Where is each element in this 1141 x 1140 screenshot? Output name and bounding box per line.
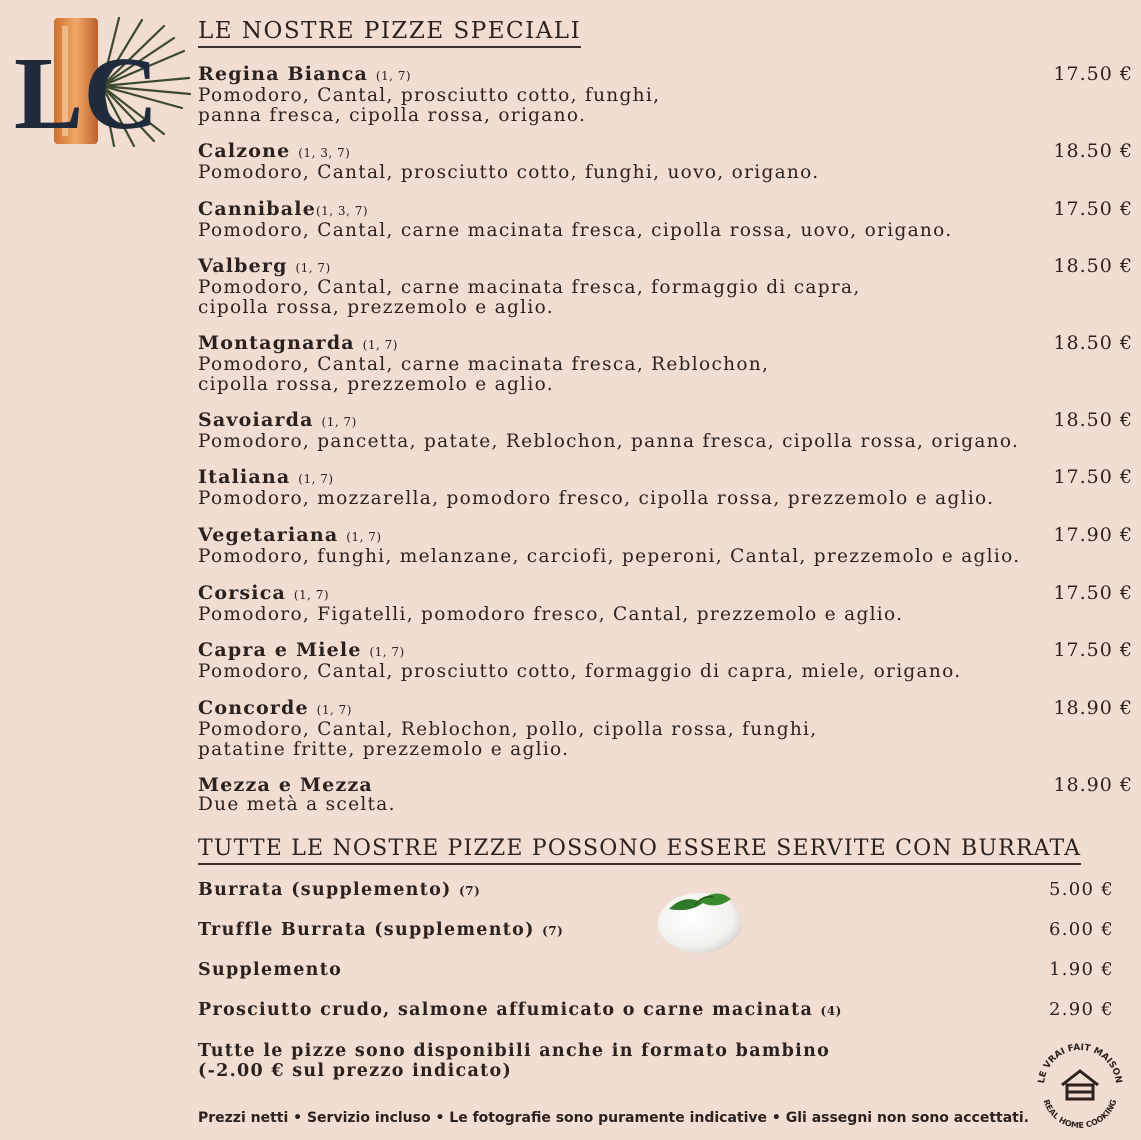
pizza-price: 18.50 € bbox=[1053, 140, 1133, 162]
pizza-allergens: (1, 7) bbox=[298, 472, 334, 486]
pizza-description: Due metà a scelta. bbox=[198, 794, 396, 815]
pizza-item bbox=[198, 525, 1133, 567]
pizza-description: Pomodoro, Cantal, Reblochon, pollo, cipolla rossa, funghi, patatine fritte, prezzemolo e aglio. bbox=[198, 719, 818, 760]
pizza-item bbox=[198, 410, 1133, 452]
extra-price: 5.00 € bbox=[1048, 879, 1114, 900]
stamp-bottom-text: REAL HOME COOKING bbox=[1041, 1098, 1119, 1130]
pizza-name: Montagnarda bbox=[198, 332, 355, 354]
extra-label: Truffle Burrata (supplemento) bbox=[198, 920, 535, 940]
fait-maison-stamp bbox=[1030, 1038, 1130, 1130]
pizza-price: 17.50 € bbox=[1053, 63, 1133, 85]
extra-item bbox=[198, 1000, 1114, 1021]
pizza-allergens: (1, 7) bbox=[375, 69, 412, 83]
pizza-name: Corsica bbox=[198, 582, 286, 604]
pizza-name: Italiana bbox=[198, 466, 291, 488]
extra-price: 2.90 € bbox=[1048, 999, 1114, 1020]
pizza-description: Pomodoro, pancetta, patate, Reblochon, panna fresca, cipolla rossa, origano. bbox=[198, 431, 1020, 452]
pizza-price: 17.50 € bbox=[1053, 582, 1133, 604]
pizza-description: Pomodoro, Cantal, carne macinata fresca, cipolla rossa, uovo, origano. bbox=[198, 220, 953, 241]
pizza-item bbox=[198, 64, 1133, 125]
pizza-name: Valberg bbox=[198, 255, 288, 277]
house-icon bbox=[1062, 1071, 1098, 1099]
pizza-allergens: (1, 7) bbox=[316, 703, 352, 717]
pizza-item bbox=[198, 333, 1133, 394]
extra-allergens: (4) bbox=[820, 1004, 842, 1018]
pizza-description: Pomodoro, Cantal, prosciutto cotto, funghi, uovo, origano. bbox=[198, 162, 820, 183]
pizza-item bbox=[198, 256, 1133, 317]
pizza-item bbox=[198, 640, 1133, 682]
pizza-allergens: (1, 7) bbox=[321, 415, 357, 429]
burrata-photo bbox=[655, 885, 745, 955]
pizza-name: Regina Bianca bbox=[198, 63, 369, 85]
pizza-description: Pomodoro, Cantal, prosciutto cotto, funghi, panna fresca, cipolla rossa, origano. bbox=[198, 85, 661, 126]
svg-text:REAL HOME COOKING bbox=[1042, 1098, 1119, 1130]
kids-format-note: Tutte le pizze sono disponibili anche in formato bambino (-2.00 € sul prezzo indicato) bbox=[198, 1041, 831, 1081]
logo-letters: LC bbox=[14, 36, 159, 151]
pizza-name: Vegetariana bbox=[198, 524, 339, 546]
pizza-allergens: (1, 7) bbox=[293, 588, 330, 602]
extra-label: Supplemento bbox=[198, 960, 343, 980]
pizza-allergens: (1, 7) bbox=[346, 530, 382, 544]
extra-label: Burrata (supplemento) bbox=[198, 880, 452, 900]
extra-allergens: (7) bbox=[542, 924, 564, 938]
pizza-name: Mezza e Mezza bbox=[198, 774, 373, 796]
pizza-description: Pomodoro, Cantal, prosciutto cotto, formaggio di capra, miele, origano. bbox=[198, 661, 962, 682]
pizza-price: 17.50 € bbox=[1053, 639, 1133, 661]
pizza-name: Capra e Miele bbox=[198, 639, 362, 661]
pizza-price: 17.50 € bbox=[1053, 466, 1133, 488]
pizza-item bbox=[198, 199, 1133, 241]
pizza-item bbox=[198, 698, 1133, 759]
extra-price: 6.00 € bbox=[1048, 919, 1114, 940]
pizza-item bbox=[198, 141, 1133, 183]
stamp-top-text: LE VRAI FAIT MAISON bbox=[1037, 1042, 1124, 1085]
pizza-item bbox=[198, 775, 1133, 815]
pizza-description: Pomodoro, Cantal, carne macinata fresca, Reblochon, cipolla rossa, prezzemolo e aglio. bbox=[198, 354, 770, 395]
pizza-price: 18.90 € bbox=[1053, 774, 1133, 796]
pizza-price: 18.50 € bbox=[1053, 409, 1133, 431]
pizza-allergens: (1, 3, 7) bbox=[315, 204, 369, 218]
pizza-allergens: (1, 7) bbox=[362, 338, 398, 352]
pizza-allergens: (1, 7) bbox=[369, 645, 405, 659]
pizza-price: 17.90 € bbox=[1053, 524, 1133, 546]
extra-allergens: (7) bbox=[459, 884, 481, 898]
pizza-description: Pomodoro, Cantal, carne macinata fresca, formaggio di capra, cipolla rossa, prezzemolo e aglio. bbox=[198, 277, 861, 318]
extra-label: Prosciutto crudo, salmone affumicato o carne macinata bbox=[198, 1000, 814, 1020]
pizza-name: Concorde bbox=[198, 697, 309, 719]
restaurant-logo bbox=[14, 16, 194, 151]
footer-note: Prezzi netti • Servizio incluso • Le fotografie sono puramente indicative • Gli assegni non sono accettati. bbox=[198, 1110, 1029, 1126]
extra-item bbox=[198, 960, 1114, 980]
pizza-allergens: (1, 7) bbox=[295, 261, 331, 275]
pizza-allergens: (1, 3, 7) bbox=[298, 146, 351, 160]
pizza-description: Pomodoro, funghi, melanzane, carciofi, peperoni, Cantal, prezzemolo e aglio. bbox=[198, 546, 1021, 567]
pizza-name: Cannibale bbox=[198, 198, 316, 220]
pizza-price: 18.90 € bbox=[1053, 697, 1133, 719]
pizza-price: 17.50 € bbox=[1053, 198, 1133, 220]
pizza-description: Pomodoro, mozzarella, pomodoro fresco, cipolla rossa, prezzemolo e aglio. bbox=[198, 488, 995, 509]
pizza-price: 18.50 € bbox=[1053, 255, 1133, 277]
extra-price: 1.90 € bbox=[1048, 959, 1114, 980]
pizza-name: Calzone bbox=[198, 140, 291, 162]
pizza-description: Pomodoro, Figatelli, pomodoro fresco, Cantal, prezzemolo e aglio. bbox=[198, 604, 904, 625]
burrata-section-title: TUTTE LE NOSTRE PIZZE POSSONO ESSERE SERVITE CON BURRATA bbox=[198, 836, 1081, 865]
pizza-item bbox=[198, 467, 1133, 509]
pizza-price: 18.50 € bbox=[1053, 332, 1133, 354]
svg-text:LE VRAI FAIT MAISON bbox=[1037, 1043, 1123, 1084]
pizze-section-title: LE NOSTRE PIZZE SPECIALI bbox=[198, 18, 581, 48]
pizza-item bbox=[198, 583, 1133, 625]
pizza-name: Savoiarda bbox=[198, 409, 314, 431]
